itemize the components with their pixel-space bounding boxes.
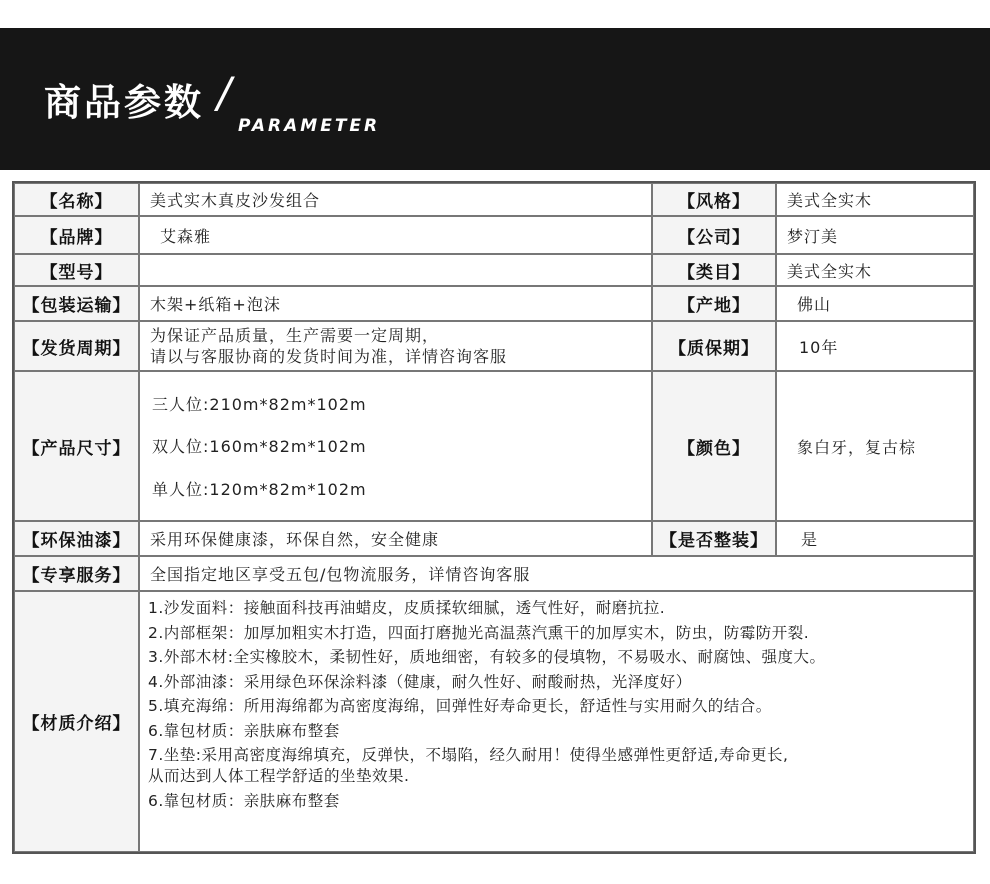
label-color: 【颜色】 xyxy=(652,371,776,521)
value-delivery xyxy=(139,321,652,371)
size-one-seat: 单人位:120m*82m*102m xyxy=(152,480,367,500)
title-separator: / xyxy=(217,68,232,117)
size-two-seat: 双人位:160m*82m*102m xyxy=(152,437,367,457)
material-item: 3.外部木材:全实橡胶木，柔韧性好，质地细密，有较多的侵填物，不易吸水、耐腐蚀、强度大。 xyxy=(148,648,826,666)
value-company: 梦汀美 xyxy=(776,216,974,254)
value-model xyxy=(139,254,652,286)
delivery-line-1: 为保证产品质量，生产需要一定周期， xyxy=(150,326,440,345)
value-style: 美式全实木 xyxy=(776,183,974,216)
label-company: 【公司】 xyxy=(652,216,776,254)
label-material: 【材质介绍】 xyxy=(14,591,139,852)
label-size: 【产品尺寸】 xyxy=(14,371,139,521)
value-assembled: 是 xyxy=(776,521,974,556)
material-item: 4.外部油漆：采用绿色环保涂料漆（健康，耐久性好、耐酸耐热，光泽度好） xyxy=(148,672,692,691)
label-packaging: 【包装运输】 xyxy=(14,286,139,321)
material-item: 2.内部框架：加厚加粗实木打造，四面打磨抛光高温蒸汽熏干的加厚实木，防虫，防霉防开裂. xyxy=(148,623,810,642)
material-item: 5.填充海绵：所用海绵都为高密度海绵，回弹性好寿命更长，舒适性与实用耐久的结合。 xyxy=(148,697,772,715)
material-item: 从而达到人体工程学舒适的坐垫效果. xyxy=(148,767,410,785)
value-paint: 采用环保健康漆，环保自然，安全健康 xyxy=(139,521,652,556)
page-subtitle: PARAMETER xyxy=(238,116,381,136)
value-name: 美式实木真皮沙发组合 xyxy=(139,183,652,216)
delivery-line-2: 请以与客服协商的发货时间为准，详情咨询客服 xyxy=(150,347,508,366)
label-assembled: 【是否整装】 xyxy=(652,521,776,556)
value-service: 全国指定地区享受五包/包物流服务，详情咨询客服 xyxy=(139,556,974,591)
label-service: 【专享服务】 xyxy=(14,556,139,591)
value-origin: 佛山 xyxy=(776,286,974,321)
label-brand: 【品牌】 xyxy=(14,216,139,254)
label-style: 【风格】 xyxy=(652,183,776,216)
material-item: 1.沙发面料：接触面科技再油蜡皮，皮质揉软细腻，透气性好，耐磨抗拉. xyxy=(148,599,666,617)
value-brand: 艾森雅 xyxy=(139,216,652,254)
label-origin: 【产地】 xyxy=(652,286,776,321)
label-paint: 【环保油漆】 xyxy=(14,521,139,556)
value-size xyxy=(139,371,652,521)
value-packaging: 木架+纸箱+泡沫 xyxy=(139,286,652,321)
value-category: 美式全实木 xyxy=(776,254,974,286)
parameter-table xyxy=(12,181,976,854)
value-material xyxy=(139,591,974,852)
label-delivery: 【发货周期】 xyxy=(14,321,139,371)
page-title: 商品参数 xyxy=(44,81,204,124)
label-warranty: 【质保期】 xyxy=(652,321,776,371)
value-warranty: 10年 xyxy=(776,321,974,371)
material-item: 6.靠包材质：亲肤麻布整套 xyxy=(148,721,340,740)
label-category: 【类目】 xyxy=(652,254,776,286)
material-item: 7.坐垫:采用高密度海绵填充，反弹快，不塌陷，经久耐用！使得坐感弹性更舒适,寿命更长, xyxy=(148,746,789,764)
label-model: 【型号】 xyxy=(14,254,139,286)
material-item: 6.靠包材质：亲肤麻布整套 xyxy=(148,791,340,810)
label-name: 【名称】 xyxy=(14,183,139,216)
size-three-seat: 三人位:210m*82m*102m xyxy=(152,394,367,414)
value-color: 象白牙，复古棕 xyxy=(776,371,974,521)
